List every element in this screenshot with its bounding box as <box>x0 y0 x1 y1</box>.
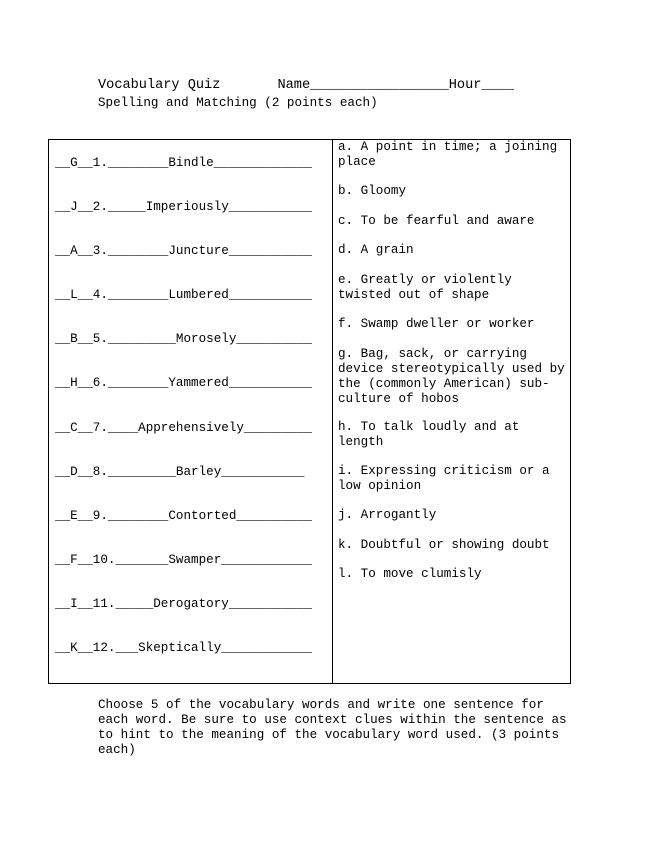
word-item-6: __H__6.________Yammered___________ <box>55 376 312 390</box>
definition-e: e. Greatly or violently twisted out of shape <box>338 273 520 302</box>
word-item-10: __F__10._______Swamper____________ <box>55 553 312 567</box>
word-item-11: __I__11._____Derogatory___________ <box>55 597 312 611</box>
word-item-5: __B__5._________Morosely__________ <box>55 332 312 346</box>
definition-k: k. Doubtful or showing doubt <box>338 538 550 552</box>
column-divider <box>332 140 333 683</box>
quiz-subtitle: Spelling and Matching (2 points each) <box>98 96 378 110</box>
word-item-2: __J__2._____Imperiously___________ <box>55 200 312 214</box>
word-item-4: __L__4.________Lumbered___________ <box>55 288 312 302</box>
word-item-8: __D__8._________Barley___________ <box>55 465 305 479</box>
definition-i: i. Expressing criticism or a low opinion <box>338 464 558 493</box>
definition-f: f. Swamp dweller or worker <box>338 317 535 331</box>
definition-h: h. To talk loudly and at length <box>338 420 527 449</box>
word-item-7: __C__7.____Apprehensively_________ <box>55 421 312 435</box>
sentence-instructions: Choose 5 of the vocabulary words and write one sentence for each word. Be sure to use context clues within the sentence as to hint to the meaning of the vocabulary word used. (3 points each) <box>98 698 575 757</box>
definition-a: a. A point in time; a joining place <box>338 140 565 169</box>
word-item-9: __E__9.________Contorted__________ <box>55 509 312 523</box>
definition-j: j. Arrogantly <box>338 508 437 522</box>
quiz-title-line: Vocabulary Quiz Name_________________Hour____ <box>98 78 515 93</box>
word-item-3: __A__3.________Juncture___________ <box>55 244 312 258</box>
definition-c: c. To be fearful and aware <box>338 214 535 228</box>
definition-b: b. Gloomy <box>338 184 407 198</box>
word-item-1: __G__1.________Bindle_____________ <box>55 156 312 170</box>
definition-l: l. To move clumisly <box>338 567 482 581</box>
word-item-12: __K__12.___Skeptically____________ <box>55 641 312 655</box>
definition-d: d. A grain <box>338 243 414 257</box>
definition-g: g. Bag, sack, or carrying device stereotypically used by the (commonly American) sub-culture of hobos <box>338 347 573 406</box>
matching-table <box>48 139 571 684</box>
